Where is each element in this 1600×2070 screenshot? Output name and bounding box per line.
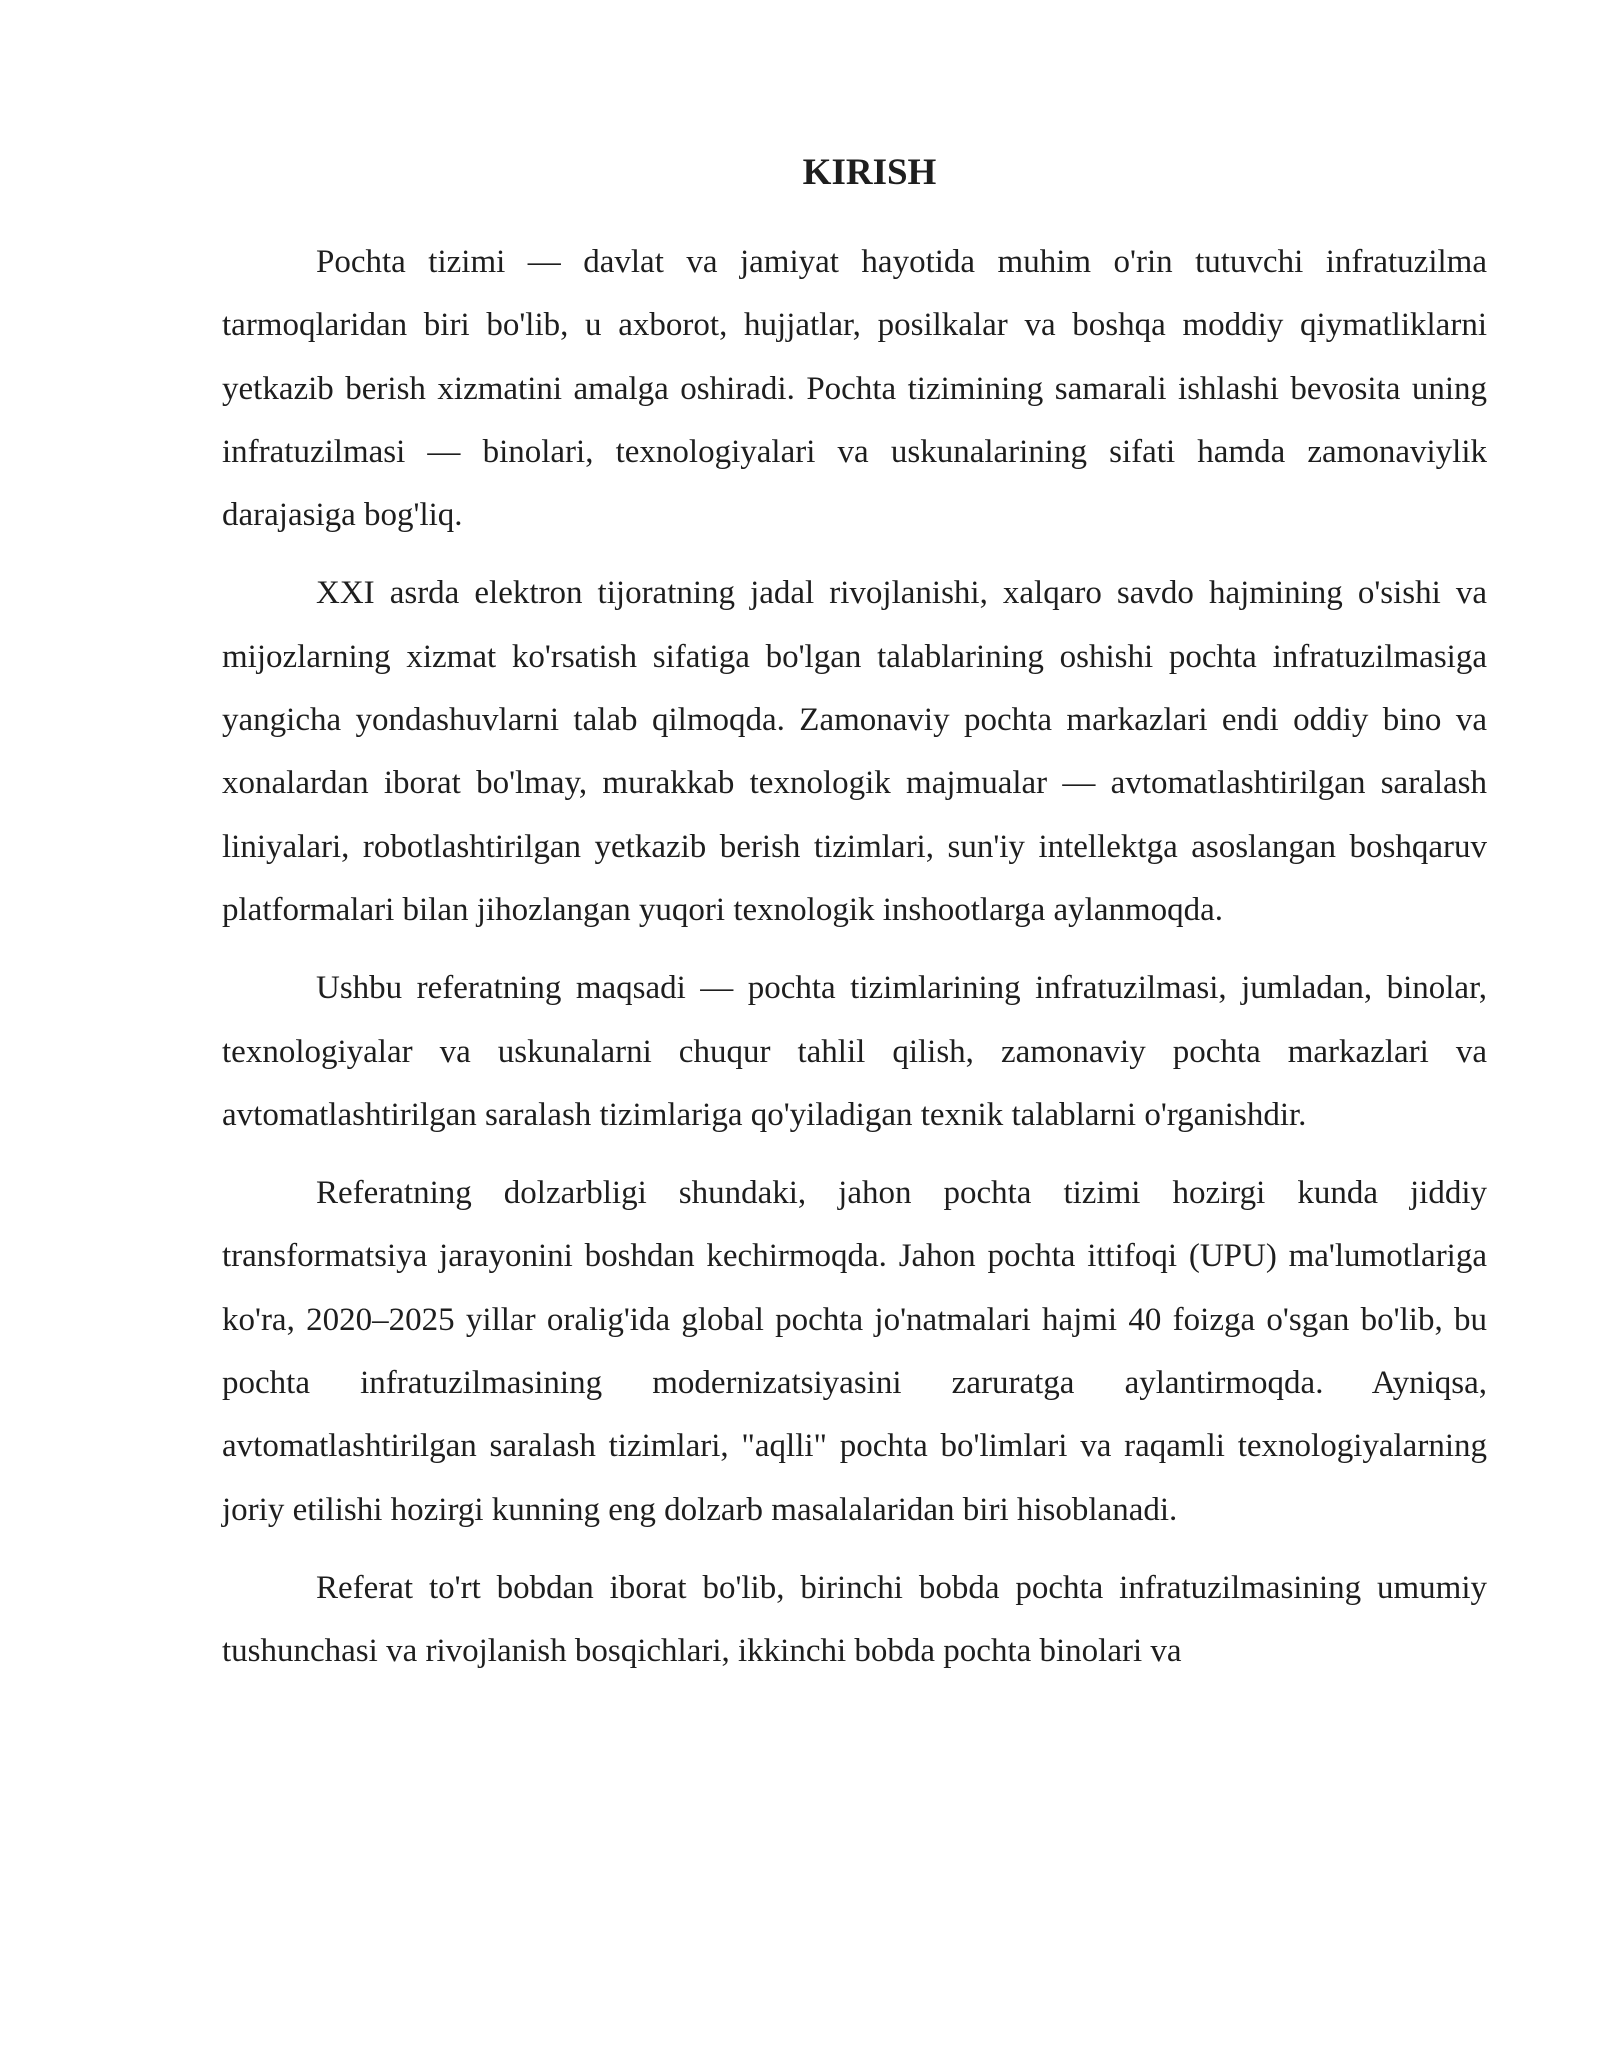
paragraph-1: Pochta tizimi — davlat va jamiyat hayotida muhim o'rin tutuvchi infratuzilma tarmoqlaridan biri bo'lib, u axborot, hujjatlar, posilkalar va boshqa moddiy qiymatliklarni yetkazib berish xizmatini amalga oshiradi. Pochta tizimining samarali ishlashi bevosita uning infratuzilmasi — binolari, texnologiyalari va uskunalarining sifati hamda zamonaviylik darajasiga bog'liq. (222, 244, 1487, 534)
paragraph-2: XXI asrda elektron tijoratning jadal rivojlanishi, xalqaro savdo hajmining o'sishi va mijozlarning xizmat ko'rsatish sifatiga bo'lgan talablarining oshishi pochta infratuzilmasiga yangicha yondashuvlarni talab qilmoqda. Zamonaviy pochta markazlari endi oddiy bino va xonalardan iborat bo'lmay, murakkab texnologik majmualar — avtomatlashtirilgan saralash liniyalari, robotlashtirilgan yetkazib berish tizimlari, sun'iy intellektga asoslangan boshqaruv platformalari bilan jihozlangan yuqori texnologik inshootlarga aylanmoqda. (222, 575, 1487, 928)
document-title: KIRISH (802, 152, 937, 193)
paragraph-5: Referat to'rt bobdan iborat bo'lib, birinchi bobda pochta infratuzilmasining umumiy tushunchasi va rivojlanish bosqichlari, ikkinchi bobda pochta binolari va (222, 1569, 1487, 1670)
paragraph-3: Ushbu referatning maqsadi — pochta tizimlarining infratuzilmasi, jumladan, binolar, texnologiyalar va uskunalarni chuqur tahlil qilish, zamonaviy pochta markazlari va avtomatlashtirilgan saralash tizimlariga qo'yiladigan texnik talablarni o'rganishdir. (222, 970, 1487, 1133)
document-body (222, 145, 1487, 1699)
paragraph-4: Referatning dolzarbligi shundaki, jahon pochta tizimi hozirgi kunda jiddiy transformatsiya jarayonini boshdan kechirmoqda. Jahon pochta ittifoqi (UPU) ma'lumotlariga ko'ra, 2020–2025 yillar oralig'ida global pochta jo'natmalari hajmi 40 foizga o'sgan bo'lib, bu pochta infratuzilmasining modernizatsiyasini zaruratga aylantirmoqda. Ayniqsa, avtomatlashtirilgan saralash tizimlari, "aqlli" pochta bo'limlari va raqamli texnologiyalarning joriy etilishi hozirgi kunning eng dolzarb masalalaridan biri hisoblanadi. (222, 1175, 1487, 1528)
